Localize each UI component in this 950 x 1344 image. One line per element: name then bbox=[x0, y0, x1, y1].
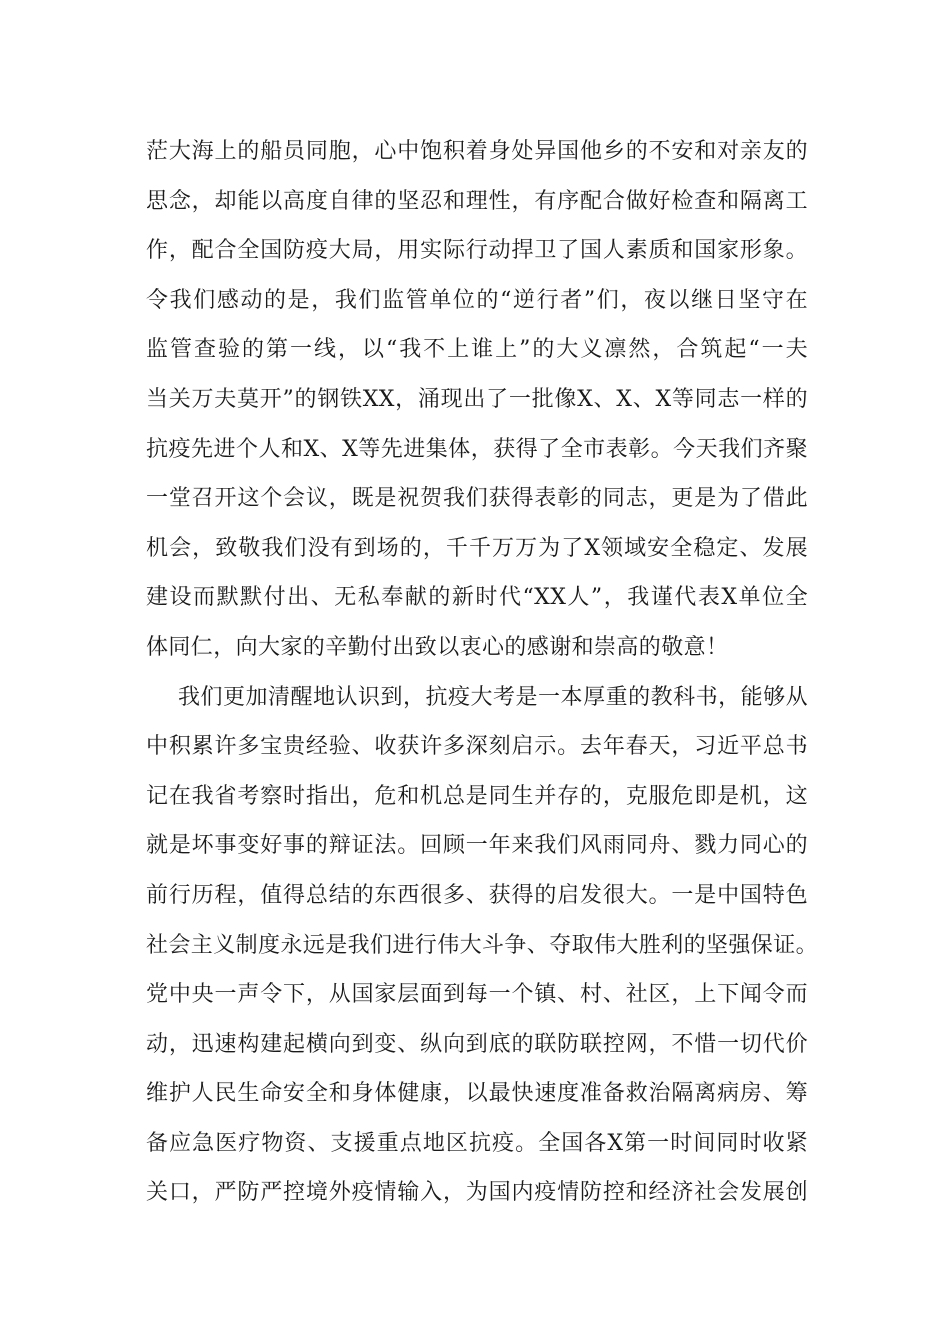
text-line: 记在我省考察时指出，危和机总是同生并存的，克服危即是机，这 bbox=[146, 783, 808, 809]
text-line: 建设而默默付出、无私奉献的新时代“XX人”，我谨代表X单位全 bbox=[146, 585, 808, 611]
document-body bbox=[146, 127, 819, 1218]
text-line: 茫大海上的船员同胞，心中饱积着身处异国他乡的不安和对亲友的 bbox=[146, 139, 808, 164]
text-line: 思念，却能以高度自律的坚忍和理性，有序配合做好检查和隔离工 bbox=[146, 188, 808, 214]
paragraph-end-line: 体同仁，向大家的辛勤付出致以衷心的感谢和崇高的敬意！ bbox=[146, 634, 729, 660]
paragraph-first-line: 我们更加清醒地认识到，抗疫大考是一本厚重的教科书，能够从 bbox=[178, 684, 808, 710]
text-line: 一堂召开这个会议，既是祝贺我们获得表彰的同志，更是为了借此 bbox=[146, 486, 808, 512]
text-line: 关口，严防严控境外疫情输入，为国内疫情防控和经济社会发展创 bbox=[146, 1180, 808, 1206]
text-line: 备应急医疗物资、支援重点地区抗疫。全国各X第一时间同时收紧 bbox=[146, 1130, 808, 1156]
text-line: 当关万夫莫开”的钢铁XX，涌现出了一批像X、X、X等同志一样的 bbox=[146, 386, 808, 412]
text-line: 维护人民生命安全和身体健康，以最快速度准备救治隔离病房、筹 bbox=[146, 1081, 808, 1107]
text-line: 作，配合全国防疫大局，用实际行动捍卫了国人素质和国家形象。 bbox=[146, 238, 808, 264]
text-line: 动，迅速构建起横向到变、纵向到底的联防联控网，不惜一切代价 bbox=[146, 1031, 808, 1057]
text-line: 就是坏事变好事的辩证法。回顾一年来我们风雨同舟、戮力同心的 bbox=[146, 833, 808, 859]
text-line: 机会，致敬我们没有到场的，千千万万为了X领域安全稳定、发展 bbox=[146, 535, 808, 561]
text-line: 令我们感动的是，我们监管单位的“逆行者”们，夜以继日坚守在 bbox=[146, 287, 808, 313]
text-line: 社会主义制度永远是我们进行伟大斗争、夺取伟大胜利的坚强保证。 bbox=[146, 932, 819, 958]
text-line: 抗疫先进个人和X、X等先进集体，获得了全市表彰。今天我们齐聚 bbox=[146, 436, 808, 462]
text-line: 监管查验的第一线，以“我不上谁上”的大义凛然，合筑起“一夫 bbox=[146, 337, 808, 363]
text-line: 前行历程，值得总结的东西很多、获得的启发很大。一是中国特色 bbox=[146, 882, 808, 908]
text-line: 党中央一声令下，从国家层面到每一个镇、村、社区，上下闻令而 bbox=[146, 982, 808, 1008]
text-line: 中积累许多宝贵经验、收获许多深刻启示。去年春天，习近平总书 bbox=[146, 734, 808, 760]
